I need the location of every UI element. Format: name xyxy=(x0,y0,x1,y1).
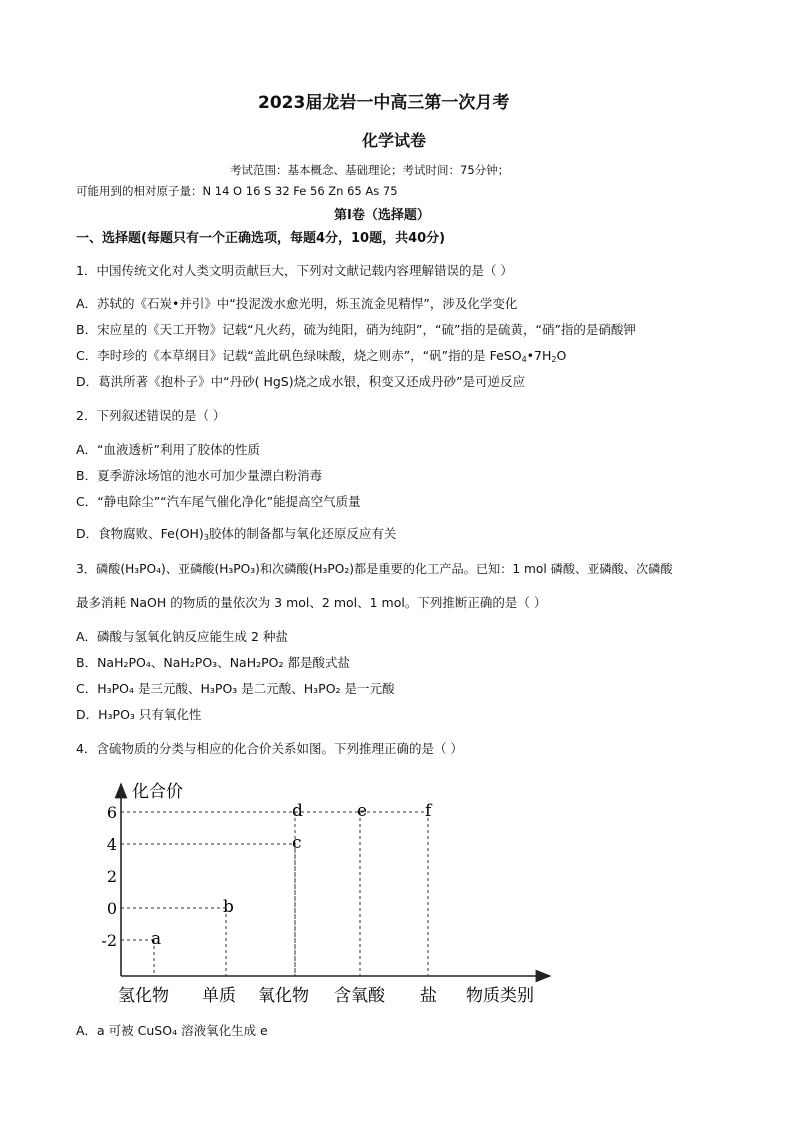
y-tick-label: 6 xyxy=(106,803,117,822)
point-label-b: b xyxy=(223,897,234,917)
point-label-a: a xyxy=(151,929,162,949)
point-label-e: e xyxy=(357,801,368,821)
question-1-option-a: A．苏轼的《石炭•并引》中“投泥泼水愈光明，烁玉流金见精悍”，涉及化学变化 xyxy=(76,296,518,311)
part-title: 第Ⅰ卷（选择题） xyxy=(334,208,430,223)
valence-chart xyxy=(90,770,570,1010)
question-3-option-b: B．NaH₂PO₄、NaH₂PO₃、NaH₂PO₂ 都是酸式盐 xyxy=(76,655,350,670)
x-category-label: 含氧酸 xyxy=(334,986,385,1006)
y-tick-label: -2 xyxy=(101,931,117,950)
question-4-stem: 4．含硫物质的分类与相应的化合价关系如图。下列推理正确的是（ ） xyxy=(76,741,463,756)
question-2-option-a: A．“血液透析”利用了胶体的性质 xyxy=(76,442,261,457)
subject-title: 化学试卷 xyxy=(362,131,427,150)
question-2-option-d: D．食物腐败、$Fe(OH)_3$胶体的制备都与氧化还原反应有关 xyxy=(76,526,397,542)
question-2-stem: 2．下列叙述错误的是（ ） xyxy=(76,408,226,423)
y-tick-label: 0 xyxy=(106,899,117,918)
exam-info: 考试范围：基本概念、基础理论；考试时间：75分钟； xyxy=(230,163,510,177)
question-1-option-d: D．葛洪所著《抱朴子》中“丹砂( HgS)烧之成水银，积变又还成丹砂”是可逆反应 xyxy=(76,374,526,389)
question-2-option-c: C．“静电除尘”“汽车尾气催化净化”能提高空气质量 xyxy=(76,494,361,509)
question-3-stem-line-2: 最多消耗 NaOH 的物质的量依次为 3 mol、2 mol、1 mol。下列推断正确的是（ ） xyxy=(76,595,547,610)
question-3-option-c: C．H₃PO₄ 是三元酸、H₃PO₃ 是二元酸、H₃PO₂ 是一元酸 xyxy=(76,681,395,696)
question-4-option-a: A．a 可被 CuSO₄ 溶液氧化生成 e xyxy=(76,1023,268,1038)
y-tick-label: 2 xyxy=(106,867,117,886)
question-1-option-c: C．李时珍的《本草纲目》记载“盖此矾色绿味酸，烧之则赤”，“矾”指的是 $FeSO_4•7H_2O$ xyxy=(76,348,567,364)
question-2-option-b: B．夏季游泳场馆的池水可加少量漂白粉消毒 xyxy=(76,468,323,483)
x-category-label: 氧化物 xyxy=(258,986,309,1006)
y-axis-label: 化合价 xyxy=(132,782,183,802)
x-axis-label: 物质类别 xyxy=(466,986,534,1006)
atomic-masses: 可能用到的相对原子量：N 14 O 16 S 32 Fe 56 Zn 65 As 75 xyxy=(76,184,398,198)
question-3-option-a: A．磷酸与氢氧化钠反应能生成 2 种盐 xyxy=(76,629,288,644)
question-1-option-b: B．宋应星的《天工开物》记载“凡火药，硫为纯阳，硝为纯阴”，“硫”指的是硫黄，“硝”指的是硝酸钾 xyxy=(76,322,636,337)
x-category-label: 单质 xyxy=(202,986,236,1006)
exam-title: 2023届龙岩一中高三第一次月考 xyxy=(258,93,510,113)
y-tick-label: 4 xyxy=(106,835,117,854)
section-heading: 一、选择题(每题只有一个正确选项，每题4分，10题，共40分) xyxy=(76,231,446,246)
point-label-c: c xyxy=(292,833,302,853)
x-category-label: 盐 xyxy=(420,986,437,1006)
question-3-option-d: D．H₃PO₃ 只有氧化性 xyxy=(76,707,202,722)
point-label-d: d xyxy=(292,801,303,821)
point-label-f: f xyxy=(425,801,432,821)
x-category-label: 氢化物 xyxy=(118,986,169,1006)
question-3-stem-line-1: 3．磷酸(H₃PO₄)、亚磷酸(H₃PO₃)和次磷酸(H₃PO₂)都是重要的化工产品。已知：1 mol 磷酸、亚磷酸、次磷酸 xyxy=(76,562,673,576)
question-1-stem: 1．中国传统文化对人类文明贡献巨大，下列对文献记载内容理解错误的是（ ） xyxy=(76,263,513,278)
